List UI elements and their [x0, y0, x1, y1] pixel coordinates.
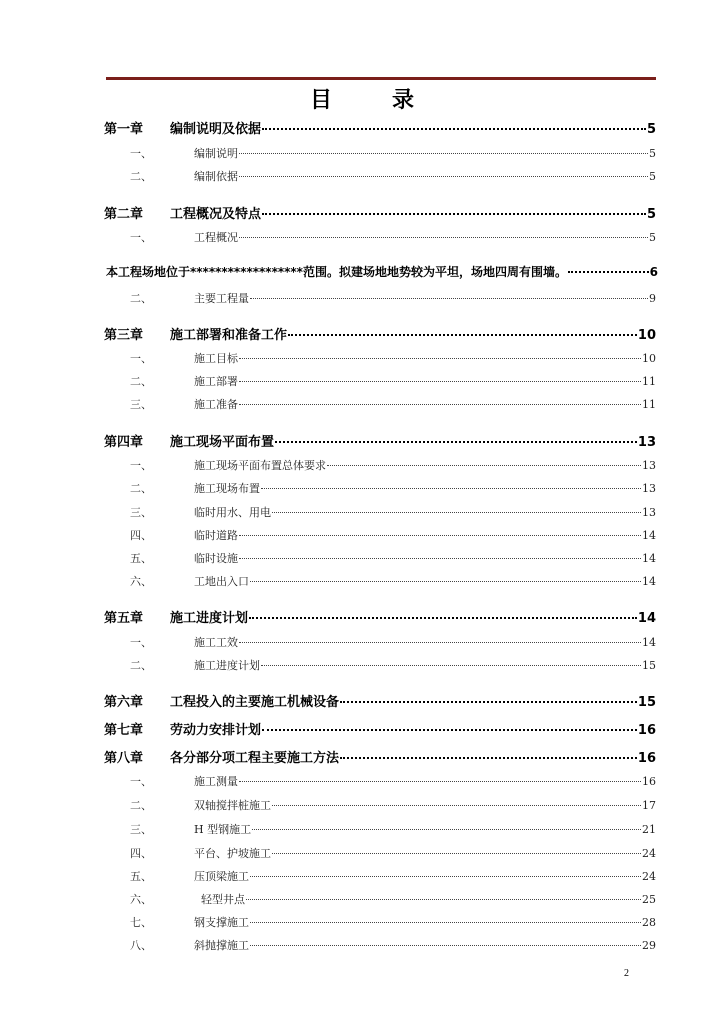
toc-entry-page: 16 [637, 723, 656, 738]
toc-paragraph-entry[interactable] [106, 263, 658, 283]
toc-entry-page: 24 [642, 870, 656, 883]
toc-entry-page: 11 [642, 398, 656, 411]
toc-entry-number: 一、 [130, 231, 152, 244]
toc-entry-number: 二、 [130, 482, 152, 495]
toc-entry-page: 15 [642, 659, 656, 672]
toc-section-entry[interactable] [104, 168, 656, 188]
toc-entry-number: 六、 [130, 893, 152, 906]
toc-dot-leader [239, 535, 641, 536]
toc-chapter-entry[interactable] [104, 607, 656, 627]
toc-section-entry[interactable] [104, 396, 656, 416]
toc-chapter-entry[interactable] [104, 747, 656, 767]
toc-title-part1: 目 [309, 88, 332, 113]
toc-entry-page: 6 [649, 265, 658, 279]
toc-entry-number: 第七章 [104, 723, 144, 738]
toc-entry-text: 施工工效 [194, 636, 238, 649]
toc-entry-number: 一、 [130, 352, 152, 365]
toc-entry-text: 施工现场平面布置 [170, 435, 275, 450]
toc-section-entry[interactable] [104, 550, 656, 570]
toc-entry-page: 11 [642, 375, 656, 388]
toc-chapter-entry[interactable] [104, 324, 656, 344]
toc-section-entry[interactable] [104, 373, 656, 393]
toc-entry-text: 编制说明 [194, 147, 238, 160]
toc-entry-page: 17 [642, 799, 656, 812]
toc-entry-number: 第四章 [104, 435, 144, 450]
toc-dot-leader [340, 701, 637, 703]
toc-entry-text: 双轴搅拌桩施工 [194, 799, 271, 812]
toc-entry-number: 一、 [130, 636, 152, 649]
toc-entry-text: 编制依据 [194, 170, 238, 183]
toc-dot-leader [239, 176, 648, 177]
toc-chapter-entry[interactable] [104, 691, 656, 711]
toc-entry-number: 二、 [130, 170, 152, 183]
toc-section-entry[interactable] [104, 573, 656, 593]
toc-dot-leader [250, 876, 641, 877]
toc-dot-leader [239, 642, 641, 643]
toc-title [0, 83, 724, 114]
toc-entry-text: 轻型井点 [194, 893, 245, 906]
toc-entry-page: 10 [637, 328, 656, 343]
toc-section-entry[interactable] [104, 457, 656, 477]
toc-entry-number: 二、 [130, 292, 152, 305]
toc-entry-page: 14 [642, 575, 656, 588]
page-number: 2 [624, 968, 629, 979]
toc-entry-number: 三、 [130, 398, 152, 411]
toc-dot-leader [239, 381, 641, 382]
toc-entry-text: 劳动力安排计划 [170, 723, 262, 738]
toc-dot-leader [272, 805, 641, 806]
toc-section-entry[interactable] [104, 229, 656, 249]
toc-entry-text: 施工部署和准备工作 [170, 328, 288, 343]
toc-section-entry[interactable] [104, 634, 656, 654]
toc-entry-number: 一、 [130, 775, 152, 788]
toc-entry-text: 压顶梁施工 [194, 870, 249, 883]
toc-dot-leader [288, 334, 637, 336]
toc-dot-leader [340, 757, 637, 759]
toc-entry-number: 七、 [130, 916, 152, 929]
toc-entry-text: 临时设施 [194, 552, 238, 565]
toc-entry-number: 八、 [130, 939, 152, 952]
toc-dot-leader [261, 665, 641, 666]
toc-entry-text: 平台、护坡施工 [194, 847, 271, 860]
toc-entry-page: 14 [642, 529, 656, 542]
toc-entry-text: 施工部署 [194, 375, 238, 388]
toc-entry-page: 28 [642, 916, 656, 929]
toc-entry-page: 13 [642, 482, 656, 495]
toc-dot-leader [262, 128, 646, 130]
toc-entry-number: 三、 [130, 506, 152, 519]
toc-section-entry[interactable] [104, 504, 656, 524]
toc-title-part2: 录 [392, 88, 415, 113]
toc-entry-text: 临时用水、用电 [194, 506, 271, 519]
toc-section-entry[interactable] [104, 845, 656, 865]
toc-entry-page: 9 [649, 292, 656, 305]
toc-dot-leader [239, 404, 641, 405]
toc-entry-page: 15 [637, 695, 656, 710]
toc-entry-page: 14 [637, 611, 656, 626]
toc-entry-text: 施工目标 [194, 352, 238, 365]
toc-entry-page: 13 [637, 435, 656, 450]
toc-entry-number: 第一章 [104, 122, 144, 137]
header-rule [106, 77, 656, 80]
toc-entry-text: 施工现场平面布置总体要求 [194, 459, 326, 472]
toc-entry-text: 工程投入的主要施工机械设备 [170, 695, 340, 710]
toc-entry-text: 施工准备 [194, 398, 238, 411]
toc-entry-text: 施工现场布置 [194, 482, 260, 495]
toc-dot-leader [239, 153, 648, 154]
toc-entry-page: 5 [646, 122, 656, 137]
toc-entry-number: 二、 [130, 799, 152, 812]
toc-entry-text: 工程概况及特点 [170, 207, 262, 222]
toc-entry-number: 一、 [130, 459, 152, 472]
toc-dot-leader [327, 465, 641, 466]
toc-entry-number: 二、 [130, 375, 152, 388]
toc-entry-text: 各分部分项工程主要施工方法 [170, 751, 340, 766]
toc-entry-number: 第八章 [104, 751, 144, 766]
toc-dot-leader [262, 729, 637, 731]
toc-entry-page: 10 [642, 352, 656, 365]
toc-dot-leader [250, 581, 641, 582]
toc-section-entry[interactable] [104, 937, 656, 957]
toc-entry-text: 斜抛撑施工 [194, 939, 249, 952]
toc-entry-text: H 型钢施工 [194, 823, 252, 836]
toc-entry-number: 第二章 [104, 207, 144, 222]
toc-dot-leader [249, 617, 637, 619]
toc-section-entry[interactable] [104, 527, 656, 547]
toc-entry-number: 第五章 [104, 611, 144, 626]
toc-dot-leader [568, 271, 649, 273]
toc-chapter-entry[interactable] [104, 719, 656, 739]
toc-section-entry[interactable] [104, 290, 656, 310]
toc-entry-number: 四、 [130, 847, 152, 860]
toc-dot-leader [239, 781, 641, 782]
toc-entry-text: 钢支撑施工 [194, 916, 249, 929]
toc-section-entry[interactable] [104, 145, 656, 165]
toc-entry-number: 六、 [130, 575, 152, 588]
toc-dot-leader [272, 512, 641, 513]
toc-dot-leader [262, 213, 646, 215]
toc-dot-leader [272, 853, 641, 854]
toc-entry-text: 本工程场地位于******************范围。拟建场地地势较为平坦，场地四周有围墙。 [106, 265, 567, 279]
toc-chapter-entry[interactable] [104, 118, 656, 138]
toc-dot-leader [261, 488, 641, 489]
toc-entry-page: 16 [642, 775, 656, 788]
toc-section-entry[interactable] [104, 891, 656, 911]
toc-entry-text: 工地出入口 [194, 575, 249, 588]
toc-entry-number: 四、 [130, 529, 152, 542]
toc-entry-text: 临时道路 [194, 529, 238, 542]
toc-entry-page: 14 [642, 552, 656, 565]
toc-entry-text: 编制说明及依据 [170, 122, 262, 137]
toc-entry-page: 29 [642, 939, 656, 952]
toc-entry-page: 16 [637, 751, 656, 766]
toc-entry-page: 13 [642, 506, 656, 519]
toc-section-entry[interactable] [104, 480, 656, 500]
toc-entry-text: 主要工程量 [194, 292, 249, 305]
toc-entry-number: 二、 [130, 659, 152, 672]
toc-dot-leader [250, 922, 641, 923]
toc-section-entry[interactable] [104, 797, 656, 817]
toc-section-entry[interactable] [104, 350, 656, 370]
toc-entry-number: 五、 [130, 552, 152, 565]
toc-dot-leader [239, 237, 648, 238]
toc-dot-leader [246, 899, 641, 900]
toc-dot-leader [252, 829, 641, 830]
toc-chapter-entry[interactable] [104, 203, 656, 223]
toc-dot-leader [239, 558, 641, 559]
toc-section-entry[interactable] [104, 914, 656, 934]
toc-entry-number: 三、 [130, 823, 152, 836]
toc-dot-leader [239, 358, 641, 359]
toc-section-entry[interactable] [104, 868, 656, 888]
toc-entry-text: 施工测量 [194, 775, 238, 788]
toc-dot-leader [250, 945, 641, 946]
toc-entry-page: 5 [649, 170, 656, 183]
toc-entry-text: 施工进度计划 [170, 611, 249, 626]
toc-entry-number: 第三章 [104, 328, 144, 343]
toc-section-entry[interactable] [104, 657, 656, 677]
toc-entry-number: 五、 [130, 870, 152, 883]
toc-entry-page: 5 [646, 207, 656, 222]
toc-section-entry[interactable] [104, 773, 656, 793]
toc-entry-page: 21 [642, 823, 656, 836]
toc-dot-leader [275, 441, 637, 443]
toc-entry-page: 5 [649, 147, 656, 160]
toc-entry-number: 一、 [130, 147, 152, 160]
toc-entry-page: 24 [642, 847, 656, 860]
toc-dot-leader [250, 298, 648, 299]
toc-entry-page: 5 [649, 231, 656, 244]
toc-entry-text: 施工进度计划 [194, 659, 260, 672]
toc-entry-page: 25 [642, 893, 656, 906]
toc-chapter-entry[interactable] [104, 431, 656, 451]
toc-entry-text: 工程概况 [194, 231, 238, 244]
toc-entry-page: 13 [642, 459, 656, 472]
toc-section-entry[interactable] [104, 821, 656, 841]
toc-entry-number: 第六章 [104, 695, 144, 710]
toc-entry-page: 14 [642, 636, 656, 649]
